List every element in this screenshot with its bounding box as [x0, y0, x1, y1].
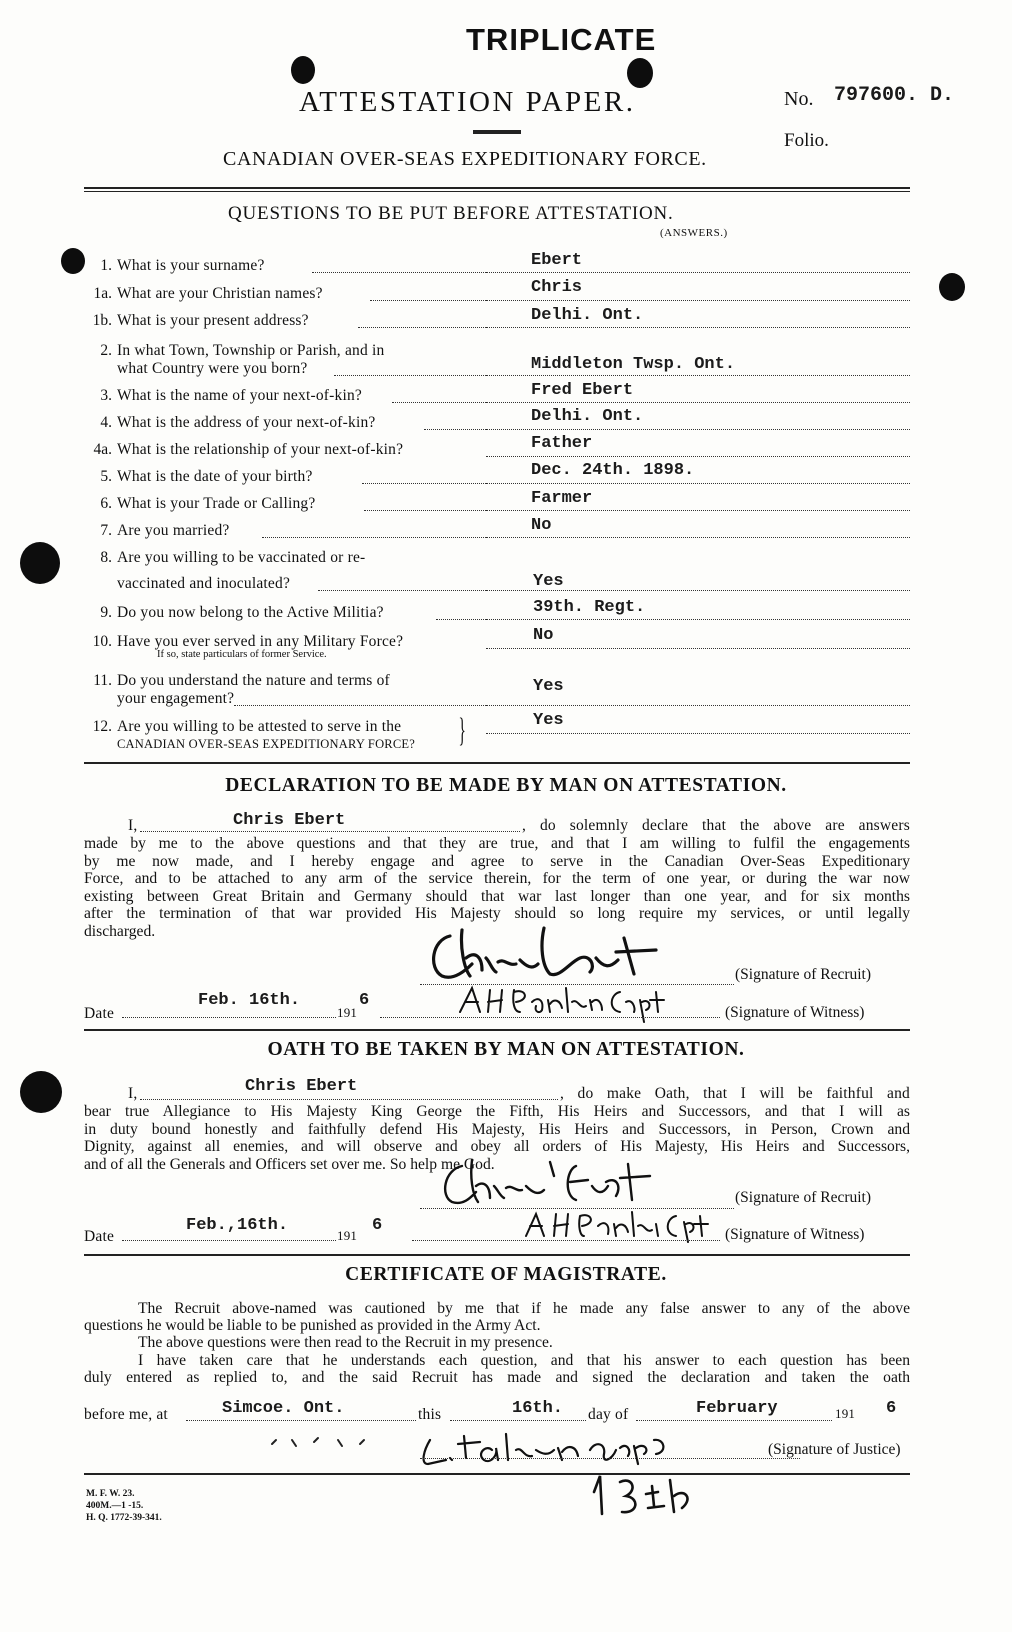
declaration-line: by me now made, and I hereby engage and agree to serve in the Canadian Over-Seas Expeditionary — [84, 852, 910, 870]
magistrate-line: I have taken care that he understands each question, and that his answer to each question has been — [138, 1351, 910, 1369]
form-reference-line: 400M.—1 -15. — [86, 1501, 144, 1511]
question-number: 5. — [100, 468, 112, 485]
oath-line-1: , do make Oath, that I will be faithful and — [560, 1085, 910, 1102]
question-number: 3. — [100, 387, 112, 404]
year-prefix: 191 — [835, 1406, 856, 1421]
question-number: 9. — [100, 604, 112, 621]
number-label: No. — [784, 88, 814, 110]
year-digit: 6 — [359, 991, 370, 1010]
regimental-number: 797600. D. — [834, 84, 955, 107]
punch-hole — [20, 1071, 62, 1113]
answer-date-of-birth: Dec. 24th. 1898. — [531, 461, 695, 480]
declaration-heading: DECLARATION TO BE MADE BY MAN ON ATTESTATION. — [225, 775, 787, 796]
question-number: 1. — [100, 257, 112, 274]
punch-hole — [939, 273, 965, 301]
brace: } — [458, 712, 466, 749]
punch-hole — [20, 542, 60, 584]
question-text: What are your Christian names? — [117, 285, 323, 302]
title-underline — [473, 130, 521, 134]
header-rule — [84, 187, 910, 189]
question-number: 11. — [93, 672, 112, 689]
answer-military-service: No — [533, 626, 554, 645]
folio-label: Folio. — [784, 130, 829, 151]
oath-line: and of all the Generals and Officers set over me. So help me God. — [84, 1155, 495, 1173]
declaration-line-1: , do solemnly declare that the above are answers — [522, 817, 910, 834]
questions-heading: QUESTIONS TO BE PUT BEFORE ATTESTATION. — [228, 203, 674, 224]
witness-signature-1 — [450, 982, 690, 1022]
magistrate-line: questions he would be liable to be punished as provided in the Army Act. — [84, 1317, 541, 1335]
question-text: What is the address of your next-of-kin? — [117, 414, 376, 431]
declaration-date: Feb. 16th. — [198, 991, 301, 1010]
declaration-line: Force, and to be attached to any arm of the service therein, for the term of one year, or during the war now — [84, 870, 910, 888]
answer-trade: Farmer — [531, 489, 593, 508]
year-digit: 6 — [372, 1216, 383, 1235]
declaration-line: after the termination of that war provided His Majesty should so long require my services, or until legally — [84, 905, 910, 923]
question-number: 6. — [100, 495, 112, 512]
recruit-signature-label: (Signature of Recruit) — [735, 966, 872, 983]
form-reference — [86, 1488, 162, 1524]
question-text: Are you willing to be attested to serve in the — [117, 718, 402, 735]
magistrate-heading: CERTIFICATE OF MAGISTRATE. — [345, 1264, 667, 1285]
answer-active-militia: 39th. Regt. — [533, 598, 646, 617]
this-label: this — [418, 1406, 442, 1423]
before-me-label: before me, at — [84, 1406, 168, 1423]
declaration-line: existing between Great Britain and Germany should that war last longer than one year, and for six months — [84, 887, 910, 905]
question-text: What is the name of your next-of-kin? — [117, 387, 362, 404]
magistrate-body — [84, 1300, 910, 1386]
question-number: 10. — [92, 633, 112, 650]
answer-present-address: Delhi. Ont. — [531, 306, 644, 325]
answer-married: No — [531, 516, 552, 535]
question-text: Do you understand the nature and terms of — [117, 672, 390, 689]
question-text-line2: your engagement? — [117, 690, 235, 707]
witness-signature-label: (Signature of Witness) — [725, 1226, 865, 1243]
answer-next-of-kin: Fred Ebert — [531, 381, 634, 400]
question-note: If so, state particulars of former Service. — [157, 649, 327, 660]
question-text: What is the relationship of your next-of-kin? — [117, 441, 404, 458]
magistrate-line: The above questions were then read to the Recruit in my presence. — [138, 1334, 553, 1352]
question-number: 7. — [100, 522, 112, 539]
date-label: Date — [84, 1228, 115, 1245]
form-reference-line: M. F. W. 23. — [86, 1489, 135, 1499]
footer-rule — [84, 1473, 910, 1475]
year-prefix: 191 — [337, 1005, 358, 1020]
form-reference-line: H. Q. 1772-39-341. — [86, 1513, 162, 1523]
question-text: Have you ever served in any Military Force? — [117, 633, 404, 650]
magistrate-line: The Recruit above-named was cautioned by me that if he made any false answer to any of the above — [138, 1300, 910, 1317]
oath-line: bear true Allegiance to His Majesty King George the Fifth, His Heirs and Successors, and that I will as — [84, 1103, 910, 1120]
question-number: 1b. — [92, 312, 112, 329]
witness-signature-label: (Signature of Witness) — [725, 1004, 865, 1021]
answer-relationship: Father — [531, 434, 593, 453]
oath-line: in duty bound honestly and faithfully defend His Majesty, His Heirs and Successors, in Person, Crown and — [84, 1120, 910, 1138]
date-label: Date — [84, 1005, 115, 1022]
answer-christian-names: Chris — [531, 278, 583, 297]
question-text: What is your Trade or Calling? — [117, 495, 316, 512]
year-prefix: 191 — [337, 1228, 358, 1243]
answers-label: (ANSWERS.) — [660, 227, 728, 239]
recruit-signature-1 — [420, 918, 720, 988]
section-rule — [84, 1254, 910, 1256]
answer-willing-to-serve: Yes — [533, 711, 564, 730]
question-number: 4. — [100, 414, 112, 431]
magistrate-line: duly entered as replied to, and the said Recruit has made and signed the declaration and taken the oath — [84, 1368, 910, 1386]
attestation-day: 16th. — [512, 1399, 564, 1418]
question-text-line2: CANADIAN OVER-SEAS EXPEDITIONARY FORCE? — [117, 737, 415, 751]
question-text-line2: vaccinated and inoculated? — [117, 575, 291, 592]
question-text: What is your surname? — [117, 257, 265, 274]
question-text: Are you married? — [117, 522, 230, 539]
answer-surname: Ebert — [531, 251, 583, 270]
question-text: Do you now belong to the Active Militia? — [117, 604, 384, 621]
question-number: 1a. — [93, 285, 112, 302]
declaration-name: Chris Ebert — [233, 811, 346, 830]
attestation-month: February — [696, 1399, 778, 1418]
year-digit: 6 — [886, 1399, 897, 1418]
answer-vaccinated: Yes — [533, 572, 564, 591]
triplicate-stamp: TRIPLICATE — [466, 22, 657, 57]
force-title: CANADIAN OVER-SEAS EXPEDITIONARY FORCE. — [223, 148, 707, 170]
question-number: 2. — [100, 342, 112, 359]
header-rule-thin — [84, 191, 910, 192]
day-of-label: day of — [588, 1406, 629, 1423]
declaration-line: discharged. — [84, 922, 156, 940]
question-number: 12. — [92, 718, 112, 735]
witness-signature-2 — [520, 1208, 720, 1244]
oath-i-label: I, — [128, 1085, 138, 1102]
punch-hole — [291, 56, 315, 84]
oath-line: Dignity, against all enemies, and will observe and obey all orders of His Majesty, His Heirs and Successors, — [84, 1138, 910, 1156]
question-text-line2: what Country were you born? — [117, 360, 308, 377]
section-rule — [84, 762, 910, 764]
oath-name: Chris Ebert — [245, 1077, 358, 1096]
section-rule — [84, 1029, 910, 1031]
recruit-signature-2 — [436, 1156, 716, 1216]
question-number: 8. — [100, 549, 112, 566]
declaration-line: made by me to the above questions and that they are true, and that I am willing to fulfil the engagements — [84, 835, 910, 852]
answer-understand-terms: Yes — [533, 677, 564, 696]
recruit-signature-label: (Signature of Recruit) — [735, 1189, 872, 1206]
oath-date: Feb.,16th. — [186, 1216, 289, 1235]
justice-signature-label: (Signature of Justice) — [768, 1441, 901, 1458]
answer-next-of-kin-address: Delhi. Ont. — [531, 407, 644, 426]
punch-hole — [627, 58, 653, 88]
oath-heading: OATH TO BE TAKEN BY MAN ON ATTESTATION. — [267, 1039, 745, 1060]
declaration-i-label: I, — [128, 817, 138, 834]
justice-signature — [260, 1420, 700, 1530]
attestation-place: Simcoe. Ont. — [222, 1399, 345, 1418]
question-text: What is your present address? — [117, 312, 309, 329]
question-number: 4a. — [93, 441, 112, 458]
question-text: What is the date of your birth? — [117, 468, 313, 485]
question-text: Are you willing to be vaccinated or re- — [117, 549, 366, 566]
answer-birthplace: Middleton Twsp. Ont. — [531, 355, 736, 374]
document-title: ATTESTATION PAPER. — [299, 86, 636, 118]
question-text: In what Town, Township or Parish, and in — [117, 342, 385, 359]
